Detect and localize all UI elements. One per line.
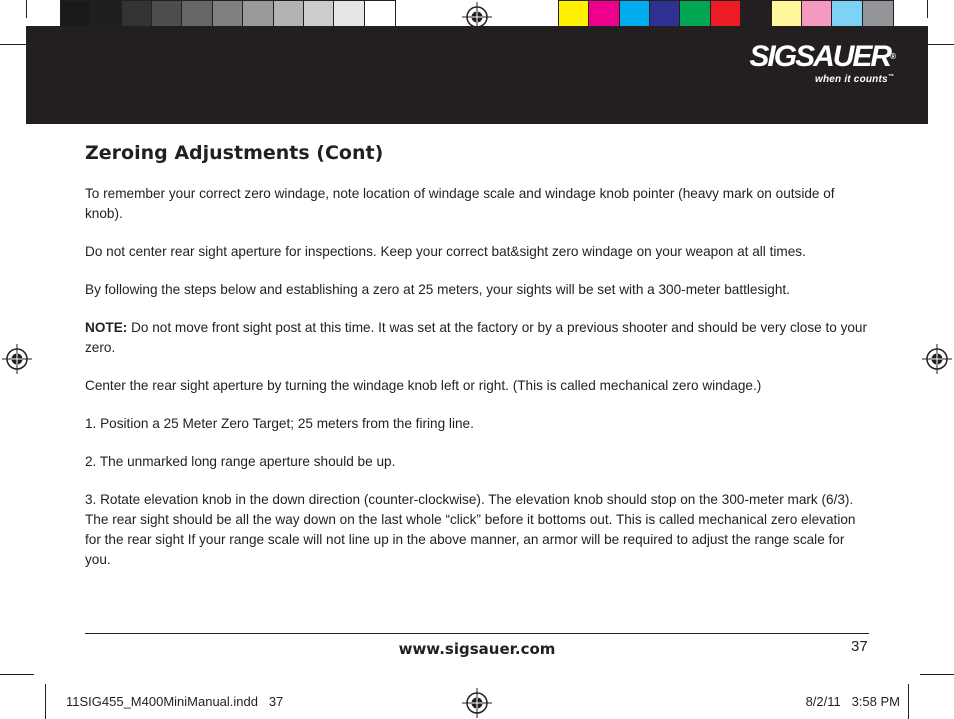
paragraph-windage-note: To remember your correct zero windage, note location of windage scale and windage knob pointer (heavy mark on outside of knob). — [85, 186, 835, 221]
logo-wordmark — [749, 42, 894, 72]
tagline-trademark: ™ — [887, 74, 894, 80]
crop-mark — [45, 684, 46, 719]
step-3: 3. Rotate elevation knob in the down direction (counter-clockwise). The elevation knob should stop on the 300-meter mark (6/3). The rear sight should be all the way down on the last whole “click” before it bottoms out. This is called mechanical zero elevation for the rear sight If your range scale will not line up in the above manner, an armor will be required to adjust the range scale for you. — [85, 492, 856, 567]
step-2: 2. The unmarked long range aperture should be up. — [85, 454, 396, 469]
logo-tagline — [749, 74, 894, 85]
crop-mark — [920, 674, 954, 675]
crop-mark — [26, 0, 27, 18]
crop-mark — [0, 674, 34, 675]
sig-sauer-logo — [749, 42, 894, 85]
logo-registered-mark: ® — [890, 52, 894, 61]
paragraph-inspection: Do not center rear sight aperture for inspections. Keep your correct bat&sight zero windage on your weapon at all times. — [85, 244, 806, 259]
tagline-text: when it counts — [814, 74, 888, 85]
footer-website-link[interactable]: www.sigsauer.com — [398, 640, 556, 658]
paragraph-center-aperture: Center the rear sight aperture by turning the windage knob left or right. (This is called mechanical zero windage.) — [85, 378, 762, 393]
crop-mark — [908, 684, 909, 719]
paragraph-battlesight: By following the steps below and establishing a zero at 25 meters, your sights will be set with a 300-meter battlesight. — [85, 282, 790, 297]
note-label: NOTE: — [85, 320, 128, 335]
logo-sig-text: SIG — [749, 40, 796, 73]
slug-filename: 11SIG455_M400MiniManual.indd 37 — [66, 694, 284, 709]
note-text: Do not move front sight post at this time. It was set at the factory or by a previous shooter and should be very close to your zero. — [85, 320, 868, 355]
body-content — [85, 184, 870, 588]
step-1: 1. Position a 25 Meter Zero Target; 25 meters from the firing line. — [85, 416, 474, 431]
registration-mark-icon — [922, 344, 952, 374]
crop-mark — [927, 0, 928, 18]
slug-date: 8/2/11 3:58 PM — [805, 694, 900, 709]
registration-mark-icon — [462, 688, 492, 718]
page-number: 37 — [851, 638, 868, 655]
footer-divider — [85, 633, 869, 634]
page-title: Zeroing Adjustments (Cont) — [85, 142, 384, 164]
paragraph-note — [85, 318, 870, 358]
registration-mark-icon — [2, 344, 32, 374]
logo-sauer-text: SAUER — [795, 40, 891, 73]
